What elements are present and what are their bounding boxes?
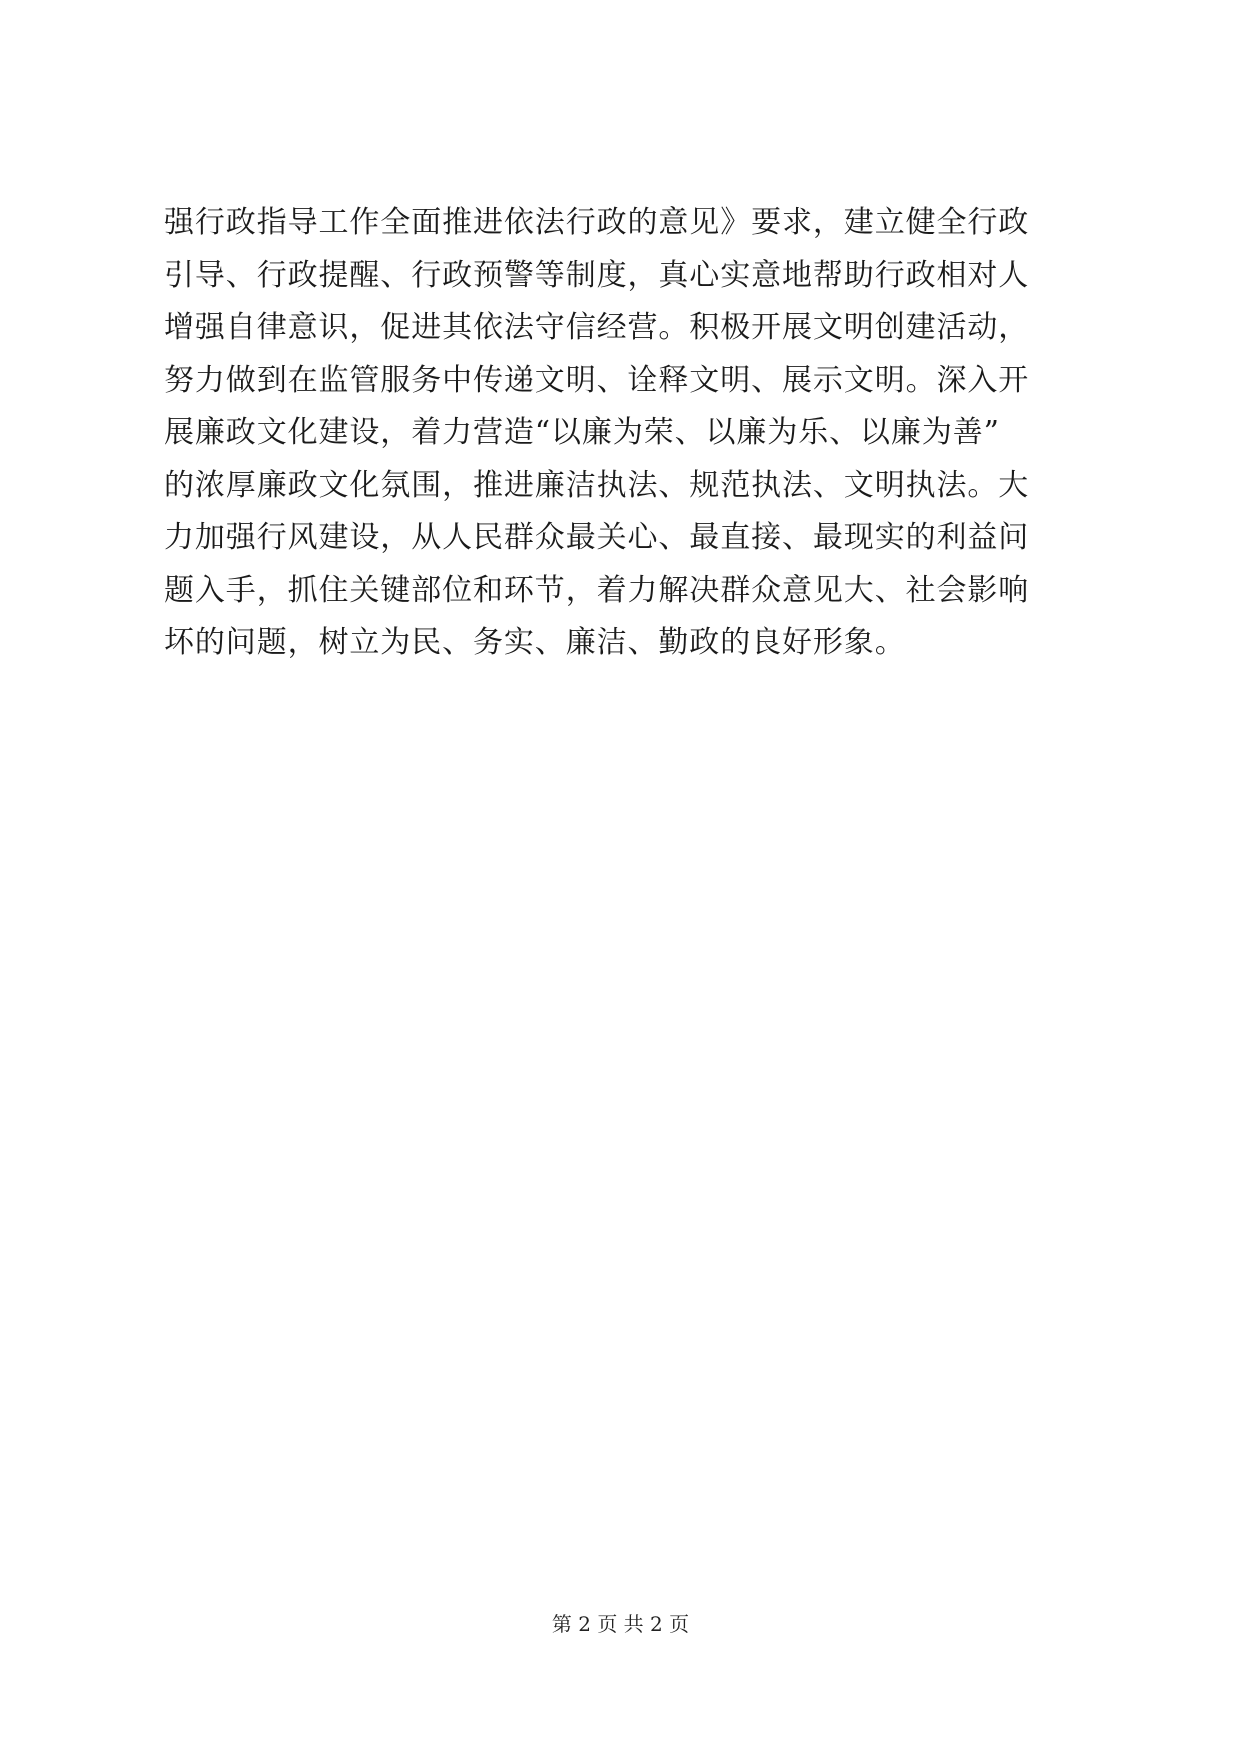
text-line: 努力做到在监管服务中传递文明、诠释文明、展示文明。深入开 <box>164 362 1030 398</box>
text-line: 展廉政文化建设，着力营造“以廉为荣、以廉为乐、以廉为善” <box>164 415 1000 450</box>
text-line: 增强自律意识，促进其依法守信经营。积极开展文明创建活动， <box>164 310 1030 345</box>
page-number: 第 2 页 共 2 页 <box>551 1612 690 1636</box>
page-footer <box>0 1612 1241 1636</box>
text-line: 强行政指导工作全面推进依法行政的意见》要求，建立健全行政 <box>164 205 1030 240</box>
body-paragraph <box>164 197 1084 670</box>
text-line: 力加强行风建设，从人民群众最关心、最直接、最现实的利益问 <box>164 520 1030 555</box>
text-line: 坏的问题，树立为民、务实、廉洁、勤政的良好形象。 <box>164 625 906 660</box>
text-line: 题入手，抓住关键部位和环节，着力解决群众意见大、社会影响 <box>164 572 1030 608</box>
text-line: 的浓厚廉政文化氛围，推进廉洁执法、规范执法、文明执法。大 <box>164 467 1030 503</box>
text-line: 引导、行政提醒、行政预警等制度，真心实意地帮助行政相对人 <box>164 257 1030 293</box>
